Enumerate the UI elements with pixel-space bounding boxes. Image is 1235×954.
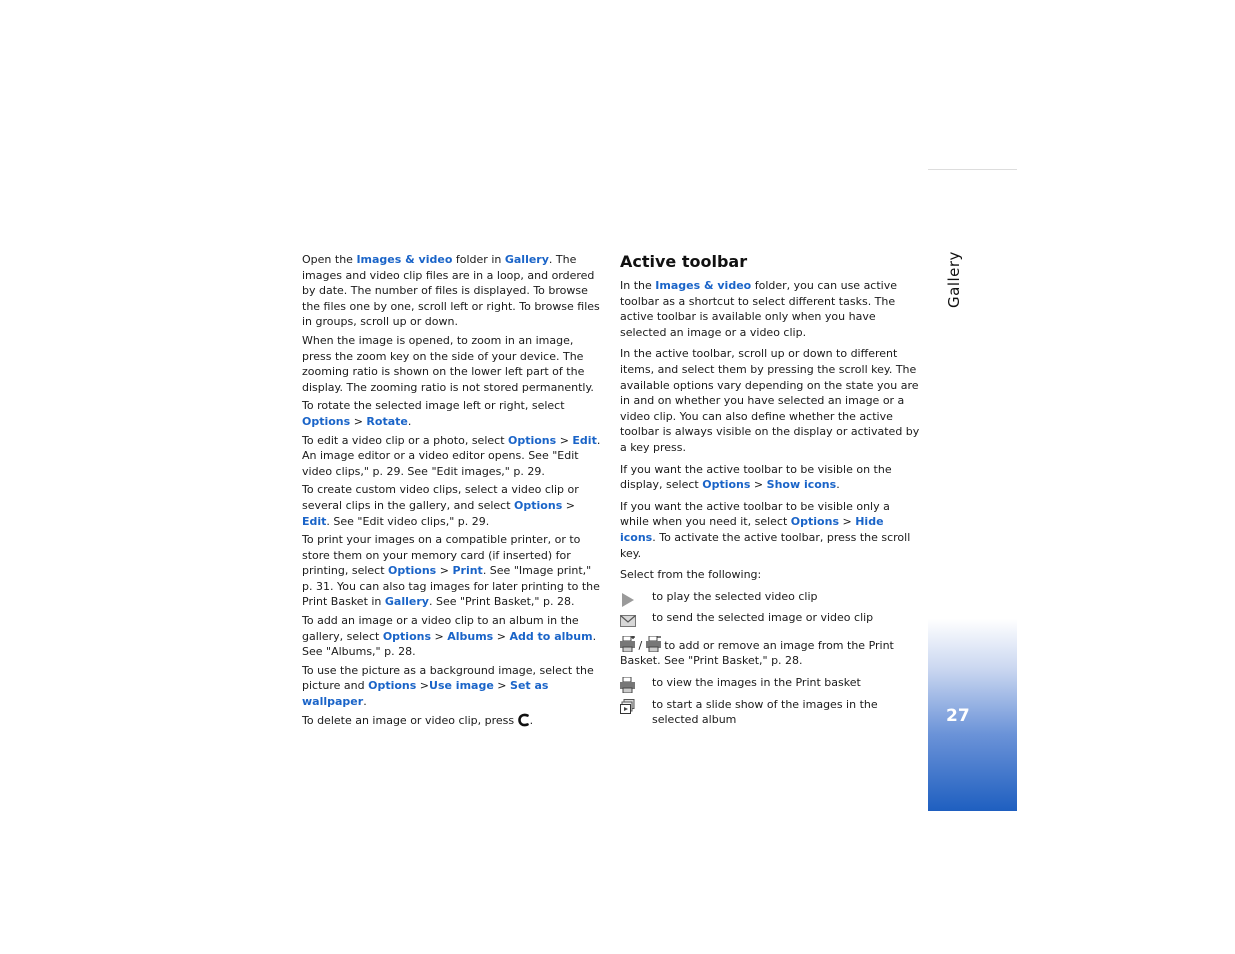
link-edit[interactable]: Edit	[302, 514, 327, 528]
paragraph-intro: In the Images & video folder, you can use active toolbar as a shortcut to select different tasks. The active toolbar is available only when you have selected an image or a video clip.	[620, 279, 898, 339]
list-item: to play the selected video clip	[620, 589, 920, 605]
link-use-image[interactable]: Use image	[429, 679, 494, 693]
print-basket-remove-icon	[646, 636, 661, 652]
side-tab	[928, 169, 1017, 811]
paragraph-rotate: To rotate the selected image left or right, select Options > Rotate.	[302, 399, 565, 428]
link-rotate[interactable]: Rotate	[366, 414, 408, 428]
slideshow-icon	[620, 699, 635, 715]
clear-key-icon	[518, 713, 530, 727]
paragraph-custom-clips: To create custom video clips, select a video clip or several clips in the gallery, and select Options > Edit. See "Edit video clips," p. 29.	[302, 483, 579, 528]
link-options[interactable]: Options	[508, 433, 557, 447]
link-edit[interactable]: Edit	[572, 433, 597, 447]
link-images-video[interactable]: Images & video	[655, 279, 752, 292]
link-options[interactable]: Options	[302, 414, 351, 428]
paragraph-browse: Open the Images & video folder in Gallery. The images and video clip files are in a loop, and ordered by date. The number of files is displayed. To browse the files one by one, scroll left or right. To browse files in groups, scroll up or down.	[302, 253, 600, 329]
paragraph-toolbar-usage: In the active toolbar, scroll up or down to different items, and select them by pressing the scroll key. The available options vary depending on the state you are in and on whether you have selected an image or a video clip. You can also define whether the active toolbar is always visible on the display or activated by a key press.	[620, 347, 920, 454]
link-images-video[interactable]: Images & video	[356, 253, 453, 266]
link-hide-icons[interactable]: Hide icons	[620, 515, 884, 544]
right-column	[620, 252, 920, 734]
link-albums[interactable]: Albums	[447, 629, 494, 643]
envelope-icon	[620, 614, 636, 628]
chapter-tab-label: Gallery	[945, 251, 963, 308]
paragraph-select-following: Select from the following:	[620, 568, 762, 582]
list-item: / to add or remove an image from the Print Basket. See "Print Basket," p. 28.	[620, 636, 920, 669]
paragraph-zoom: When the image is opened, to zoom in an image, press the zoom key on the side of your device. The zooming ratio is shown on the lower left part of the display. The zooming ratio is not stored permanently.	[302, 333, 594, 394]
link-options[interactable]: Options	[702, 478, 751, 492]
list-item: to view the images in the Print basket	[620, 675, 920, 691]
paragraph-delete: To delete an image or video clip, press .	[302, 713, 534, 727]
link-options[interactable]: Options	[388, 564, 437, 578]
link-set-as-wallpaper[interactable]: Set as wallpaper	[302, 679, 549, 709]
paragraph-show-icons: If you want the active toolbar to be visible on the display, select Options > Show icons.	[620, 462, 892, 492]
link-add-to-album[interactable]: Add to album	[509, 629, 593, 643]
paragraph-album: To add an image or a video clip to an album in the gallery, select Options > Albums > Add to album. See "Albums," p. 28.	[302, 614, 597, 659]
paragraph-hide-icons: If you want the active toolbar to be visible only a while when you need it, select Options > Hide icons. To activate the active toolbar, press the scroll key.	[620, 499, 911, 560]
list-item: to start a slide show of the images in the selected album	[620, 697, 920, 728]
paragraph-wallpaper: To use the picture as a background image, select the picture and Options >Use image > Set as wallpaper.	[302, 663, 594, 709]
play-icon	[620, 593, 636, 607]
link-gallery[interactable]: Gallery	[504, 253, 549, 266]
list-item: to send the selected image or video clip	[620, 610, 920, 626]
link-options[interactable]: Options	[382, 629, 432, 643]
paragraph-print: To print your images on a compatible printer, or to store them on your memory card (if inserted) for printing, select Options > Print. See "Image print," p. 31. You can also tag images for later printing to the Print Basket in Gallery. See "Print Basket," p. 28.	[302, 533, 600, 609]
print-basket-icon	[620, 677, 635, 693]
link-options[interactable]: Options	[368, 679, 417, 693]
page-number: 27	[946, 706, 970, 726]
left-column	[302, 252, 602, 731]
paragraph-edit: To edit a video clip or a photo, select Options > Edit. An image editor or a video editor opens. See "Edit video clips," p. 29. See "Edit images," p. 29.	[302, 433, 601, 478]
link-gallery[interactable]: Gallery	[384, 595, 429, 609]
link-options[interactable]: Options	[514, 498, 563, 512]
link-options[interactable]: Options	[790, 515, 839, 529]
link-print[interactable]: Print	[452, 564, 483, 578]
link-show-icons[interactable]: Show icons	[766, 478, 837, 492]
section-heading: Active toolbar	[620, 252, 748, 271]
print-basket-add-icon	[620, 636, 635, 652]
